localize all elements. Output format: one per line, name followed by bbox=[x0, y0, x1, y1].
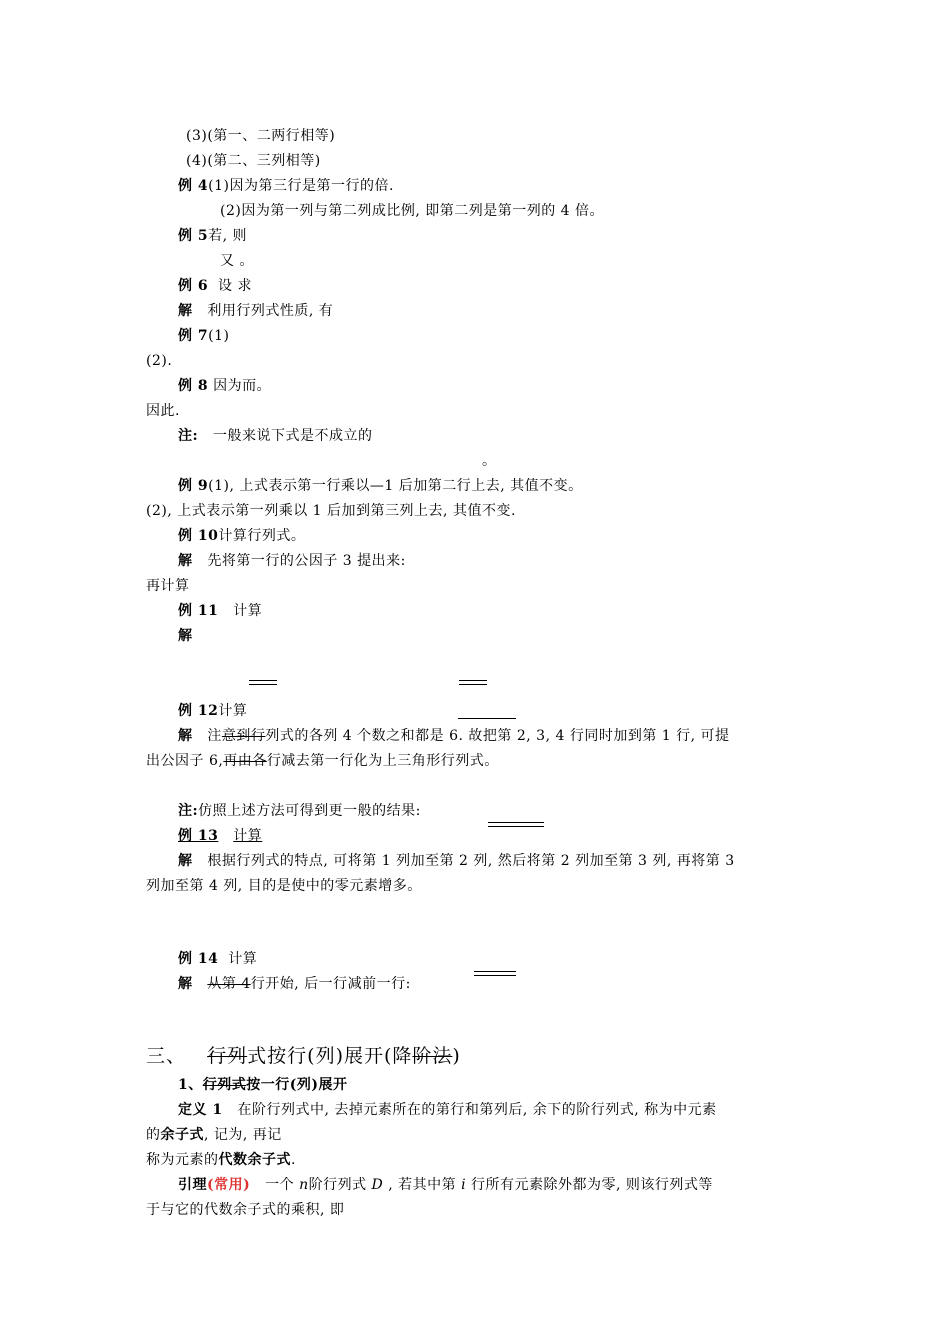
example-5-text: 若, 则 bbox=[208, 228, 248, 244]
note-1 bbox=[178, 426, 373, 446]
note-2 bbox=[178, 801, 421, 821]
solution-13-continued: 列加至第 4 列, 目的是使中的零元素增多。 bbox=[146, 878, 422, 894]
line-det-prop-4: (4)(第二、三列相等) bbox=[186, 153, 321, 169]
example-14-text: 计算 bbox=[228, 951, 258, 967]
example-14-label: 例 14 bbox=[178, 951, 219, 967]
definition-1-line-3-a: 称为元素的 bbox=[146, 1152, 219, 1168]
solution-10-text: 先将第一行的公因子 3 提出来: bbox=[207, 553, 406, 569]
example-7-label: 例 7 bbox=[178, 328, 209, 344]
example-6-label: 例 6 bbox=[178, 278, 209, 294]
equals-rule bbox=[459, 680, 487, 685]
example-8 bbox=[178, 376, 271, 396]
lemma-tag: (常用) bbox=[207, 1177, 251, 1193]
section-3-struck-a: 行列 bbox=[207, 1045, 248, 1067]
solution-12-line2-c: 行减去第一行化为上三角形行列式。 bbox=[266, 753, 499, 769]
lemma-text-2: 阶行列式 bbox=[308, 1177, 367, 1193]
example-10-text: 计算行列式。 bbox=[218, 528, 306, 544]
example-13-label: 例 13 bbox=[178, 828, 219, 844]
example-9-text: (1), 上式表示第一行乘以—1 后加第二行上去, 其值不变。 bbox=[208, 478, 583, 494]
lemma-var-i: i bbox=[461, 1177, 467, 1193]
solution-12-line2-a: 出公因子 6, bbox=[146, 753, 224, 769]
example-12-text: 计算 bbox=[218, 703, 248, 719]
lemma bbox=[178, 1175, 713, 1195]
section-3-heading bbox=[146, 1043, 461, 1069]
note-2-text: 仿照上述方法可得到更一般的结果: bbox=[198, 803, 421, 819]
solution-10 bbox=[178, 551, 406, 571]
lemma-label: 引理 bbox=[178, 1177, 207, 1193]
solution-12-label: 解 bbox=[178, 728, 193, 744]
example-7-text: (1) bbox=[208, 328, 230, 344]
solution-12-text-c: 列式的各列 4 个数之和都是 6. 故把第 2, 3, 4 行同时加到第 1 行, 可提 bbox=[265, 728, 730, 744]
example-7-part-2: (2). bbox=[146, 353, 173, 369]
subsection-1-text: 按一行(列)展开 bbox=[246, 1077, 348, 1093]
definition-1-line-3-c: . bbox=[291, 1152, 296, 1168]
solution-13-text: 根据行列式的特点, 可将第 1 列加至第 2 列, 然后将第 2 列加至第 3 列, 再将第 3 bbox=[207, 853, 735, 869]
example-7 bbox=[178, 326, 229, 346]
section-3-number: 三、 bbox=[146, 1045, 187, 1067]
note-2-label: 注: bbox=[178, 803, 199, 819]
subsection-1-number: 1、 bbox=[178, 1077, 203, 1093]
solution-14 bbox=[178, 974, 411, 994]
solution-6-text: 利用行列式性质, 有 bbox=[207, 303, 334, 319]
term-cofactor: 代数余子式 bbox=[218, 1152, 291, 1168]
example-12-label: 例 12 bbox=[178, 703, 219, 719]
solution-12-continued bbox=[146, 751, 499, 771]
example-8-text: 因为而。 bbox=[213, 378, 272, 394]
solution-13 bbox=[178, 851, 735, 871]
definition-1-text: 在阶行列式中, 去掉元素所在的第行和第列后, 余下的阶行列式, 称为中元素 bbox=[237, 1102, 717, 1118]
definition-1-line-2-a: 的 bbox=[146, 1127, 161, 1143]
line-det-prop-3: (3)(第一、二两行相等) bbox=[186, 128, 336, 144]
example-14 bbox=[178, 949, 257, 969]
example-8-label: 例 8 bbox=[178, 378, 209, 394]
example-5-label: 例 5 bbox=[178, 228, 209, 244]
note-1-period: 。 bbox=[482, 453, 497, 469]
example-13-text: 计算 bbox=[233, 828, 263, 844]
example-13 bbox=[178, 826, 262, 846]
solution-6-label: 解 bbox=[178, 303, 193, 319]
lemma-continued: 于与它的代数余子式的乘积, 即 bbox=[146, 1202, 345, 1218]
solution-10-continued: 再计算 bbox=[146, 578, 190, 594]
equals-rule bbox=[249, 680, 277, 685]
lemma-text-4: 行所有元素除外都为零, 则该行列式等 bbox=[471, 1177, 713, 1193]
solution-13-label: 解 bbox=[178, 853, 193, 869]
lemma-var-n: n bbox=[299, 1177, 309, 1193]
lemma-var-d: D bbox=[371, 1177, 384, 1193]
definition-1-line-2-c: , 记为, 再记 bbox=[204, 1127, 282, 1143]
solution-14-struck: 从第 4 bbox=[207, 976, 251, 992]
section-3-text: 式按行(列)展开(降 bbox=[247, 1045, 413, 1067]
note-1-text: 一般来说下式是不成立的 bbox=[213, 428, 373, 444]
example-9 bbox=[178, 476, 583, 496]
lemma-text-1: 一个 bbox=[265, 1177, 295, 1193]
solution-12-text-a: 注 bbox=[207, 728, 222, 744]
solution-14-label: 解 bbox=[178, 976, 193, 992]
solution-14-text: 行开始, 后一行减前一行: bbox=[250, 976, 411, 992]
subsection-1-struck: 行列式 bbox=[202, 1077, 247, 1093]
example-12 bbox=[178, 701, 247, 721]
example-11-text: 计算 bbox=[233, 603, 263, 619]
solution-10-label: 解 bbox=[178, 553, 193, 569]
example-4 bbox=[178, 176, 394, 196]
example-6-text: 设 求 bbox=[218, 278, 252, 294]
solution-6 bbox=[178, 301, 333, 321]
example-9-label: 例 9 bbox=[178, 478, 209, 494]
equals-rule bbox=[488, 822, 544, 827]
example-6 bbox=[178, 276, 252, 296]
example-4-text: (1)因为第三行是第一行的倍. bbox=[208, 178, 394, 194]
section-3-struck-b: 阶法 bbox=[412, 1045, 453, 1067]
example-9-part-2: (2), 上式表示第一列乘以 1 后加到第三列上去, 其值不变. bbox=[146, 503, 516, 519]
equals-rule bbox=[458, 718, 516, 719]
solution-12-struck: 意到行 bbox=[221, 728, 266, 744]
example-11 bbox=[178, 601, 262, 621]
solution-11-label: 解 bbox=[178, 628, 193, 644]
term-minor: 余子式 bbox=[160, 1127, 204, 1143]
note-1-label: 注: bbox=[178, 428, 199, 444]
example-5-continued: 又 。 bbox=[220, 253, 254, 269]
section-3-close: ) bbox=[452, 1045, 461, 1067]
example-4-part-2: (2)因为第一列与第二列成比例, 即第二列是第一列的 4 倍。 bbox=[220, 203, 605, 219]
example-10 bbox=[178, 526, 305, 546]
definition-1-label: 定义 1 bbox=[178, 1102, 223, 1118]
equals-rule bbox=[474, 971, 516, 976]
solution-12 bbox=[178, 726, 730, 746]
example-10-label: 例 10 bbox=[178, 528, 219, 544]
lemma-text-3: , 若其中第 bbox=[388, 1177, 457, 1193]
example-8-conclusion: 因此. bbox=[146, 403, 180, 419]
definition-1 bbox=[178, 1100, 717, 1120]
example-4-label: 例 4 bbox=[178, 178, 209, 194]
definition-1-line-3 bbox=[146, 1150, 296, 1170]
definition-1-line-2 bbox=[146, 1125, 282, 1145]
example-5 bbox=[178, 226, 247, 246]
subsection-1-heading bbox=[178, 1075, 348, 1095]
example-11-label: 例 11 bbox=[178, 603, 219, 619]
solution-12-line2-struck: 再由各 bbox=[223, 753, 267, 769]
